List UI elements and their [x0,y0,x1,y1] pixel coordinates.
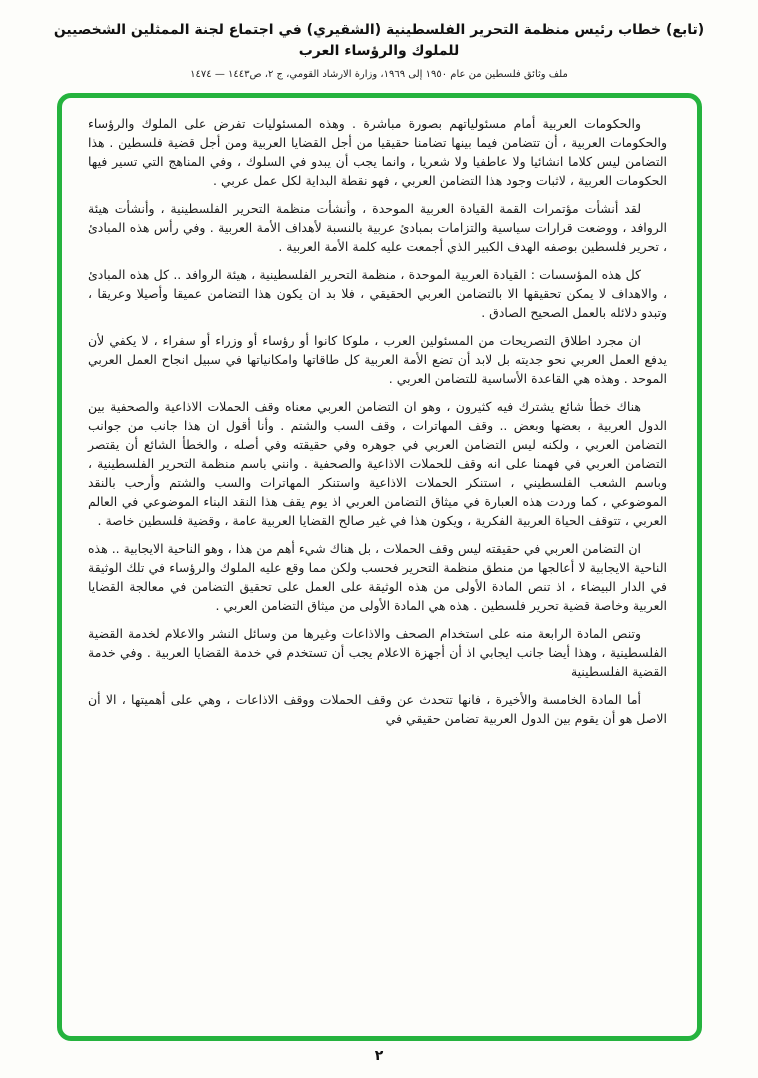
document-header [0,0,758,80]
body-paragraph: كل هذه المؤسسات : القيادة العربية الموحدة ، منظمة التحرير الفلسطينية ، هيئة الروافد .. كل هذه المبادئ ، والاهداف لا يمكن تحقيقها الا بالتضامن العربي الحقيقي ، فلا بد ان يكون هذا التضامن عميقا وأصيلا وعريقا ، وتبدو دلائله بالعمل الصحيح الصادق . [88,267,667,320]
page-number: ٢ [374,1048,384,1064]
document-title: (تابع) خطاب رئيس منظمة التحرير الفلسطينية (الشقيري) في اجتماع لجنة الممثلين الشخصيين للملوك والرؤساء العرب [53,22,705,59]
body-paragraph: والحكومات العربية أمام مسئولياتهم بصورة مباشرة . وهذه المسئوليات تفرض على الملوك والرؤساء والحكومات العربية ، أن تتضامن فيما بينها تضامنا حقيقيا من أجل القضايا العربية ومن أجل قضية فلسطين . هذا التضامن ليس كلاما انشائيا ولا عاطفيا ولا شعريا ، وانما يجب أن يبدو في السلوك ، وفي المناهج التي تسير فيها الحكومات العربية ، لاثبات وجود هذا التضامن العربي ، فهو نقطة البداية لكل عمل عربي . [88,116,667,188]
document-body-frame [57,93,702,1041]
body-paragraph: هناك خطأ شائع يشترك فيه كثيرون ، وهو ان التضامن العربي معناه وقف الحملات الاذاعية والصحفية بين الدول العربية ، بعضها وبعض .. وقف المهاترات ، وقف السب والشتم . وأنا أقول ان هذا جانب من جوانب التضامن العربي ، ولكنه ليس التضامن العربي في جوهره وفي حقيقته وفي أصله ، والخطأ الشائع أن يقتصر التضامن العربي في فهمنا على انه وقف للحملات الاذاعية والصحفية . وانني باسم منظمة التحرير الفلسطينية ، وباسم الشعب الفلسطيني ، استنكر الحملات الاذاعية واستنكر المهاترات والسب والشتم وأرحب بالنقد الموضوعي ، كما وردت هذه العبارة في ميثاق التضامن العربي اذ يوم يقف هذا النقد البناء الموضوعي في العالم العربي ، تتوقف الحياة العربية الفكرية ، ويكون هذا في غير صالح القضايا العربية عامة ، وقضية فلسطين خاصة . [88,399,667,528]
body-paragraph: ان مجرد اطلاق التصريحات من المسئولين العرب ، ملوكا كانوا أو رؤساء أو وزراء أو سفراء ، لا يكفي لأن يدفع العمل العربي نحو جديته بل لابد أن تضع الأمة العربية كل طاقاتها وامكانياتها في سبيل انجاح العمل العربي الموحد . وهذه هي القاعدة الأساسية للتضامن العربي . [88,333,667,386]
body-paragraph: وتنص المادة الرابعة منه على استخدام الصحف والاذاعات وغيرها من وسائل النشر والاعلام لخدمة القضية الفلسطينية ، وهذا أيضا جانب ايجابي اذ أن أجهزة الاعلام يجب أن تستخدم في خدمة القضايا العربية . وفي خدمة القضية الفلسطينية [88,626,667,679]
body-paragraph: أما المادة الخامسة والأخيرة ، فانها تتحدث عن وقف الحملات ووقف الاذاعات ، وهي على أهميتها ، الا أن الاصل هو أن يقوم بين الدول العربية تضامن حقيقي في [88,692,667,726]
body-paragraph: لقد أنشأت مؤتمرات القمة القيادة العربية الموحدة ، وأنشأت منظمة التحرير الفلسطينية ، وأنشأت هيئة الروافد ، ووضعت قرارات سياسية والتزامات بمبادئ عربية بالنسبة لأهداف الأمة العربية . وفي رأس هذه المبادئ ، تحرير فلسطين بوصفه الهدف الكبير الذي أجمعت عليه كلمة الأمة العربية . [88,201,667,254]
body-paragraph: ان التضامن العربي في حقيقته ليس وقف الحملات ، بل هناك شيء أهم من هذا ، وهو الناحية الايجابية .. هذه الناحية الايجابية لا أعالجها من منطق منظمة التحرير فحسب ولكن مما وقع عليه الملوك والرؤساء في تلك الوثيقة في الدار البيضاء ، اذ تنص المادة الأولى من هذه الوثيقة على العمل على تحقيق التضامن في معالجة القضايا العربية وخاصة قضية تحرير فلسطين . هذه هي المادة الأولى من ميثاق التضامن العربي . [88,541,667,613]
document-source-line: ملف وثائق فلسطين من عام ١٩٥٠ إلى ١٩٦٩، وزارة الارشاد القومي، ج ٢، ص١٤٤٣ — ١٤٧٤ [190,69,568,80]
